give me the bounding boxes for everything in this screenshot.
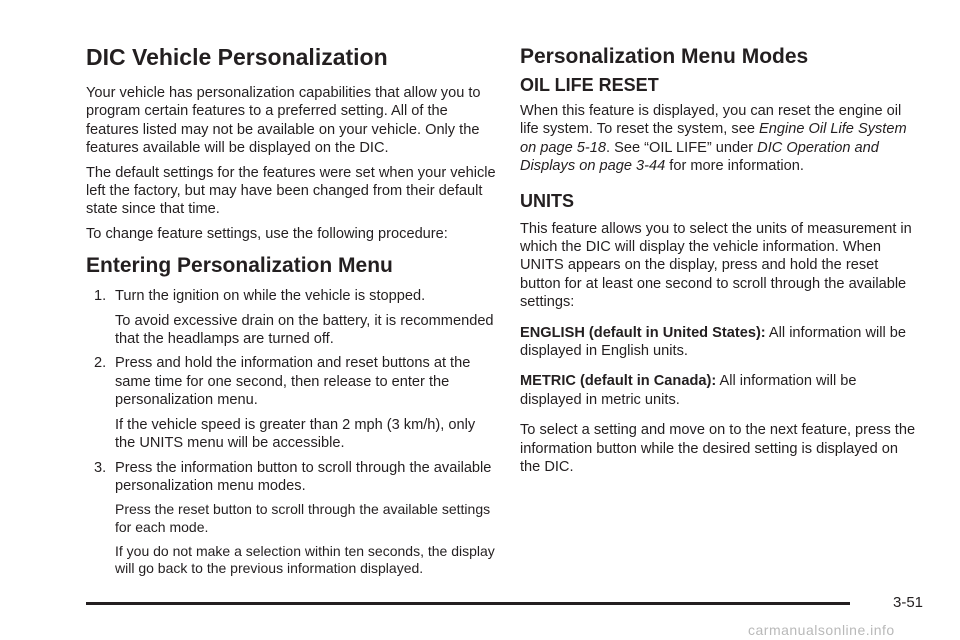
step-number: 3. — [94, 459, 107, 476]
oil-life-text: for more information. — [665, 158, 804, 175]
intro-paragraph: To change feature settings, use the following procedure: — [86, 225, 448, 242]
procedure-steps — [86, 287, 496, 577]
step-text: Turn the ignition on while the vehicle is stopped. — [115, 288, 426, 305]
oil-life-paragraph — [520, 102, 920, 176]
oil-life-text: . See “OIL LIFE” under — [606, 139, 758, 156]
english-label: ENGLISH (default in United States): — [520, 324, 766, 341]
step-3 — [86, 459, 496, 578]
step-note: If the vehicle speed is greater than 2 mph (3 km/h), only the UNITS menu will be accessible. — [115, 416, 476, 452]
cross-reference-engine-oil-life: Engine Oil Life System on page 5-18 — [520, 121, 907, 156]
right-column — [520, 44, 920, 489]
step-number: 1. — [94, 288, 107, 305]
english-text: All information will be displayed in English units. — [520, 324, 906, 360]
step-text: Press the information button to scroll through the available personalization menu modes. — [115, 459, 492, 494]
footer-rule — [86, 602, 850, 605]
step-1 — [86, 287, 496, 348]
step-note: Press the reset button to scroll through the available settings for each mode. — [115, 501, 491, 535]
intro-paragraph: Your vehicle has personalization capabilities that allow you to program certain features to a preferred setting. All of the features listed may not be available on your vehicle. Only the features available will be displayed on the DIC. — [86, 85, 481, 157]
left-column — [86, 42, 496, 584]
cross-reference-dic-operation: DIC Operation and Displays on page 3-44 — [520, 139, 879, 175]
units-closing: To select a setting and move on to the next feature, press the information button while the desired setting is displayed on the DIC. — [520, 422, 916, 476]
page-number: 3-51 — [893, 594, 924, 611]
section-title-menu-modes: Personalization Menu Modes — [520, 45, 809, 68]
oil-life-text: When this feature is displayed, you can reset the engine oil life system. To reset the system, see — [520, 103, 902, 138]
metric-text: All information will be displayed in metric units. — [520, 373, 857, 408]
units-description: This feature allows you to select the units of measurement in which the DIC will display the vehicle information. When UNITS appears on the display, press and hold the reset button for at least one second to scroll through the available settings: — [520, 220, 912, 311]
metric-setting — [520, 372, 920, 409]
units-heading: UNITS — [520, 190, 574, 211]
step-note: To avoid excessive drain on the battery, it is recommended that the headlamps are turned off. — [115, 312, 494, 348]
metric-label: METRIC (default in Canada): — [520, 373, 717, 390]
oil-life-reset-heading: OIL LIFE RESET — [520, 75, 659, 95]
step-2 — [86, 354, 496, 452]
intro-paragraph: The default settings for the features were set when your vehicle left the factory, but may have been changed from their default state since that time. — [86, 164, 496, 218]
step-number: 2. — [94, 355, 107, 372]
step-text: Press and hold the information and reset buttons at the same time for one second, then release to enter the personalization menu. — [115, 355, 471, 409]
watermark: carmanualsonline.info — [748, 622, 895, 638]
page-title: DIC Vehicle Personalization — [86, 44, 388, 70]
english-setting — [520, 324, 920, 361]
section-title-entering-menu: Entering Personalization Menu — [86, 254, 393, 278]
step-note: If you do not make a selection within ten seconds, the display will go back to the previous information displayed. — [115, 542, 495, 577]
